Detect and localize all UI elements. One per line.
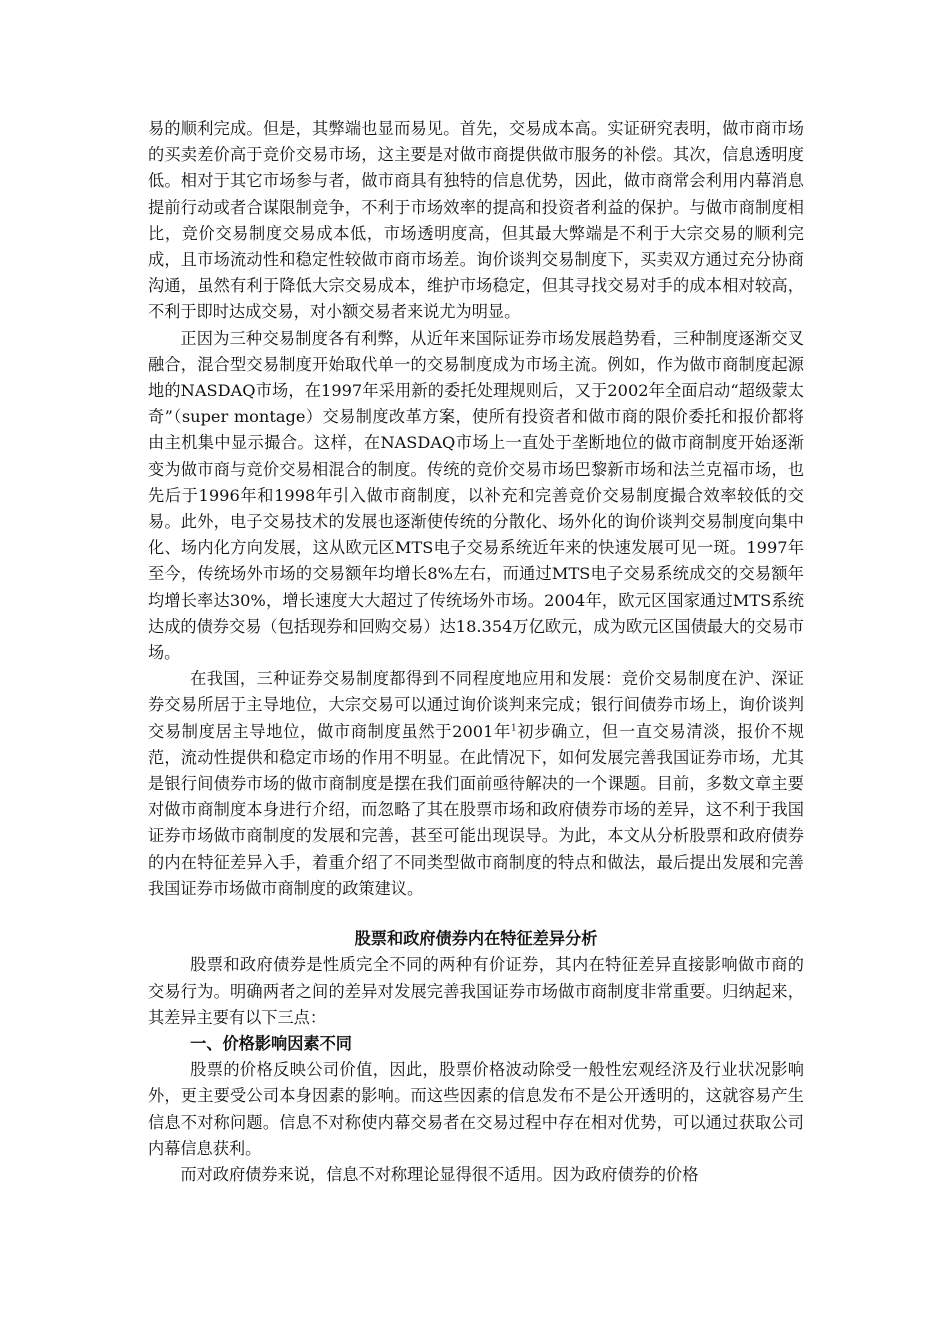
paragraph-stock-price: 股票的价格反映公司价值，因此，股票价格波动除受一般性宏观经济及行业状况影响外，更主要受公司本身因素的影响。而这些因素的信息发布不是公开透明的，这就容易产生信息不对称问题。信息不对称使内幕交易者在交易过程中存在相对优势，可以通过获取公司内幕信息获利。 (148, 1060, 804, 1158)
document-body (148, 116, 804, 1188)
section-heading: 股票和政府债券内在特征差异分析 (354, 929, 598, 949)
paragraph-trends: 正因为三种交易制度各有利弊，从近年来国际证券市场发展趋势看，三种制度逐渐交叉融合，混合型交易制度开始取代单一的交易制度成为市场主流。例如，作为做市商制度起源地的NASDAQ市场，在1997年采用新的委托处理规则后，又于2002年全面启动“超级蒙太奇”（super montage）交易制度改革方案，使所有投资者和做市商的限价委托和报价都将由主机集中显示撮合。这样，在NASDAQ市场上一直处于垄断地位的做市商制度开始逐渐变为做市商与竞价交易相混合的制度。传统的竞价交易市场巴黎新市场和法兰克福市场，也先后于1996年和1998年引入做市商制度，以补充和完善竞价交易制度撮合效率较低的交易。此外，电子交易技术的发展也逐渐使传统的分散化、场外化的询价谈判交易制度向集中化、场内化方向发展，这从欧元区MTS电子交易系统近年来的快速发展可见一斑。1997年至今，传统场外市场的交易额年均增长8%左右，而通过MTS电子交易系统成交的交易额年均增长率达30%，增长速度大大超过了传统场外市场。2004年，欧元区国家通过MTS系统达成的债券交易（包括现券和回购交易）达18.354万亿欧元，成为欧元区国债最大的交易市场。 (148, 328, 804, 663)
paragraph-china-part1: 在我国，三种证券交易制度都得到不同程度地应用和发展：竞价交易制度在沪、深证券交易所居于主导地位，大宗交易可以通过询价谈判来完成；银行间债券市场上，询价谈判交易制度居主导地位，做市商制度虽然于2001年 (148, 669, 804, 741)
paragraph-china (148, 666, 804, 902)
paragraph-bond-price: 而对政府债券来说，信息不对称理论显得很不适用。因为政府债券的价格 (180, 1164, 699, 1184)
paragraph-intro: 股票和政府债券是性质完全不同的两种有价证券，其内在特征差异直接影响做市商的交易行为。明确两者之间的差异对发展完善我国证券市场做市商制度非常重要。归纳起来，其差异主要有以下三点： (148, 955, 804, 1027)
paragraph-china-part2: 初步确立，但一直交易清淡，报价不规范，流动性提供和稳定市场的作用不明显。在此情况下，如何发展完善我国证券市场，尤其是银行间债券市场的做市商制度是摆在我们面前亟待解决的一个课题。目前，多数文章主要对做市商制度本身进行介绍，而忽略了其在股票市场和政府债券市场的差异，这不利于我国证券市场做市商制度的发展和完善，甚至可能出现误导。为此，本文从分析股票和政府债券的内在特征差异入手，着重介绍了不同类型做市商制度的特点和做法，最后提出发展和完善我国证券市场做市商制度的政策建议。 (148, 721, 804, 898)
subsection-heading: 一、价格影响因素不同 (190, 1033, 352, 1053)
footnote-marker[interactable]: 1 (510, 723, 517, 734)
paragraph-continued: 易的顺利完成。但是，其弊端也显而易见。首先，交易成本高。实证研究表明，做市商市场的买卖差价高于竞价交易市场，这主要是对做市商提供做市服务的补偿。其次，信息透明度低。相对于其它市场参与者，做市商具有独特的信息优势，因此，做市商常会利用内幕消息提前行动或者合谋限制竞争，不利于市场效率的提高和投资者利益的保护。与做市商制度相比，竞价交易制度交易成本低，市场透明度高，但其最大弊端是不利于大宗交易的顺利完成，且市场流动性和稳定性较做市商市场差。询价谈判交易制度下，买卖双方通过充分协商沟通，虽然有利于降低大宗交易成本，维护市场稳定，但其寻找交易对手的成本相对较高，不利于即时达成交易，对小额交易者来说尤为明显。 (148, 119, 804, 322)
